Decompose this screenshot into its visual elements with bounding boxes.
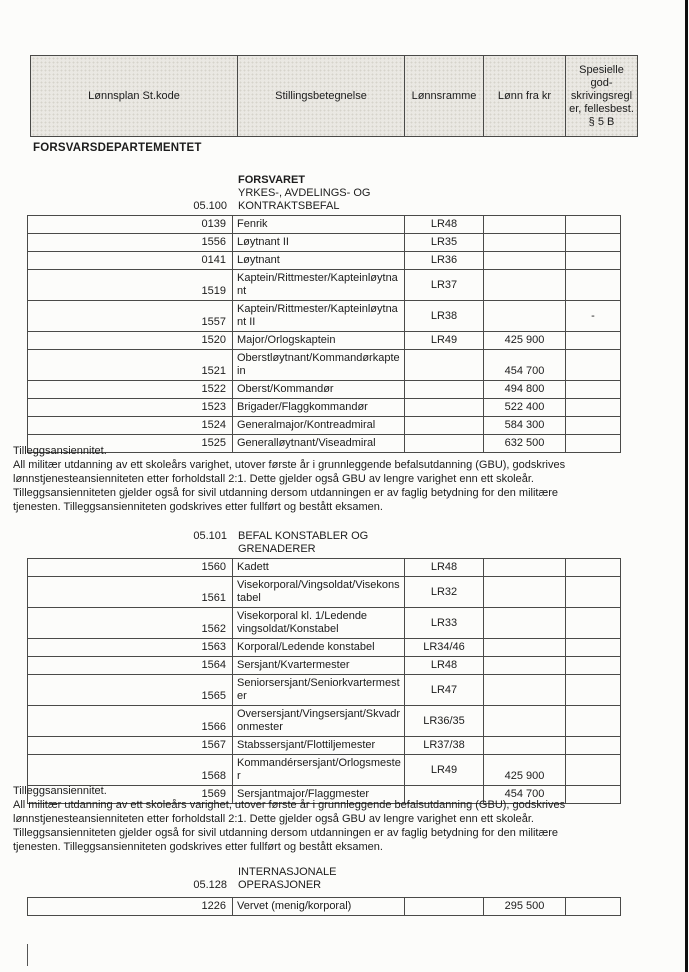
title-cell: Brigader/Flaggkommandør: [233, 399, 405, 417]
title-cell: Visekorporal kl. 1/Ledende vingsoldat/Konstabel: [233, 608, 405, 639]
table-row: [28, 639, 621, 657]
lr-cell: LR35: [405, 234, 484, 252]
title-cell: Kaptein/Rittmester/Kapteinløytnant II: [233, 301, 405, 332]
footnote-title: Tilleggsansiennitet.: [13, 785, 107, 797]
code-cell: 1568: [28, 755, 233, 786]
code-cell: 1563: [28, 639, 233, 657]
section-heading: [0, 174, 689, 213]
code-cell: 1567: [28, 737, 233, 755]
section-title-line: GRENADERER: [238, 543, 316, 555]
header-cell-spesielle-regler: Spesielle god- skrivingsregler, fellesbest. § 5 B: [566, 56, 638, 137]
code-cell: 1520: [28, 332, 233, 350]
note-cell: [566, 755, 621, 786]
salary-cell: [484, 737, 566, 755]
salary-table: [27, 558, 621, 804]
note-cell: [566, 350, 621, 381]
column-header-table: [30, 55, 638, 137]
table-row: [28, 234, 621, 252]
title-cell: Løytnant: [233, 252, 405, 270]
section-plan-code: 05.100: [193, 200, 227, 212]
title-cell: Korporal/Ledende konstabel: [233, 639, 405, 657]
title-cell: Kaptein/Rittmester/Kapteinløytnant: [233, 270, 405, 301]
ansiennitet-footnote: [13, 444, 673, 514]
title-cell: Oversersjant/Vingsersjant/Skvadronmester: [233, 706, 405, 737]
section-title-line: INTERNASJONALE: [238, 866, 337, 878]
note-cell: [566, 639, 621, 657]
note-cell: [566, 608, 621, 639]
lr-cell: LR36: [405, 252, 484, 270]
title-cell: Major/Orlogskaptein: [233, 332, 405, 350]
code-cell: 1523: [28, 399, 233, 417]
lr-cell: [405, 350, 484, 381]
header-cell-lonnsramme: Lønnsramme: [405, 56, 484, 137]
footnote-line: All militær utdanning av ett skoleårs varighet, utover første år i grunnleggende befalsutdanning (GBU), godskrives: [13, 799, 566, 811]
salary-cell: [484, 577, 566, 608]
table-row: [28, 675, 621, 706]
title-cell: Generalløytnant/Viseadmiral: [233, 435, 405, 453]
footnote-line: Tilleggsansienniteten gjelder også for sivil utdanning dersom utdanningen er av faglig betydning for den militære: [13, 827, 559, 839]
code-cell: 1562: [28, 608, 233, 639]
table-row: [28, 559, 621, 577]
note-cell: [566, 898, 621, 916]
lr-cell: LR48: [405, 657, 484, 675]
note-cell: [566, 657, 621, 675]
code-cell: 1522: [28, 381, 233, 399]
lr-cell: [405, 898, 484, 916]
header-cell-lonn-fra-kr: Lønn fra kr: [484, 56, 566, 137]
header-cell-stillingsbetegnelse: Stillingsbetegnelse: [238, 56, 405, 137]
lr-cell: LR36/35: [405, 706, 484, 737]
title-cell: Kadett: [233, 559, 405, 577]
salary-cell: 454 700: [484, 350, 566, 381]
header-cell-lonnsplan-stkode: Lønnsplan St.kode: [31, 56, 238, 137]
code-cell: 0141: [28, 252, 233, 270]
table-row: [28, 399, 621, 417]
note-cell: -: [566, 301, 621, 332]
note-cell: [566, 270, 621, 301]
note-cell: [566, 417, 621, 435]
code-cell: 1521: [28, 350, 233, 381]
code-cell: 1519: [28, 270, 233, 301]
table-row: [28, 332, 621, 350]
lr-cell: [405, 381, 484, 399]
salary-table: [27, 897, 621, 916]
agency-title: FORSVARET: [238, 174, 306, 186]
salary-cell: 425 900: [484, 332, 566, 350]
salary-cell: 494 800: [484, 381, 566, 399]
lr-cell: LR47: [405, 675, 484, 706]
salary-cell: [484, 639, 566, 657]
note-cell: [566, 252, 621, 270]
salary-cell: [484, 234, 566, 252]
footnote-line: Tilleggsansienniteten gjelder også for sivil utdanning dersom utdanningen er av faglig betydning for den militære: [13, 487, 559, 499]
note-cell: [566, 332, 621, 350]
lr-cell: LR37/38: [405, 737, 484, 755]
lr-cell: LR32: [405, 577, 484, 608]
code-cell: 1566: [28, 706, 233, 737]
section-title-line: YRKES-, AVDELINGS- OG: [238, 187, 371, 199]
lr-cell: LR38: [405, 301, 484, 332]
department-title: FORSVARSDEPARTEMENTET: [33, 142, 202, 154]
title-cell: Løytnant II: [233, 234, 405, 252]
table-row: [28, 350, 621, 381]
salary-cell: [484, 706, 566, 737]
section-plan-code: 05.101: [193, 530, 227, 542]
salary-cell: 522 400: [484, 399, 566, 417]
salary-cell: [484, 270, 566, 301]
salary-cell: 632 500: [484, 435, 566, 453]
lr-cell: LR48: [405, 216, 484, 234]
table-row: [28, 706, 621, 737]
salary-cell: [484, 559, 566, 577]
code-cell: 1524: [28, 417, 233, 435]
code-cell: 1226: [28, 898, 233, 916]
lr-cell: LR34/46: [405, 639, 484, 657]
title-cell: Generalmajor/Kontreadmiral: [233, 417, 405, 435]
lr-cell: LR49: [405, 332, 484, 350]
lr-cell: LR49: [405, 755, 484, 786]
title-cell: Seniorsersjant/Seniorkvartermester: [233, 675, 405, 706]
title-cell: Stabssersjant/Flottiljemester: [233, 737, 405, 755]
salary-table: [27, 215, 621, 453]
section-title-line: KONTRAKTSBEFAL: [238, 200, 340, 212]
salary-cell: 295 500: [484, 898, 566, 916]
next-table-border-stub: [27, 944, 28, 966]
table-row: [28, 898, 621, 916]
section-heading: [0, 866, 689, 892]
code-cell: 0139: [28, 216, 233, 234]
section-title-line: OPERASJONER: [238, 879, 322, 891]
code-cell: 1525: [28, 435, 233, 453]
footnote-line: tjenesten. Tilleggsansienniteten godskrives etter fullført og bestått eksamen.: [13, 501, 383, 513]
code-cell: 1560: [28, 559, 233, 577]
note-cell: [566, 234, 621, 252]
salary-cell: [484, 657, 566, 675]
note-cell: [566, 737, 621, 755]
title-cell: Visekorporal/Vingsoldat/Visekonstabel: [233, 577, 405, 608]
title-cell: Fenrik: [233, 216, 405, 234]
title-cell: Sersjant/Kvartermester: [233, 657, 405, 675]
title-cell: Oberst/Kommandør: [233, 381, 405, 399]
footnote-line: All militær utdanning av ett skoleårs varighet, utover første år i grunnleggende befalsutdanning (GBU), godskrives: [13, 459, 566, 471]
salary-cell: [484, 301, 566, 332]
code-cell: 1557: [28, 301, 233, 332]
table-row: [28, 737, 621, 755]
table-row: [28, 252, 621, 270]
code-cell: 1569: [28, 786, 233, 804]
table-row: [28, 608, 621, 639]
section-title-line: BEFAL KONSTABLER OG: [238, 530, 369, 542]
footnote-line: lønnstjenesteansienniteten etter forholdstall 2:1. Dette gjelder også GBU av lengre varighet enn ett skoleår.: [13, 473, 534, 485]
table-row: [28, 216, 621, 234]
note-cell: [566, 577, 621, 608]
footnote-line: lønnstjenesteansienniteten etter forholdstall 2:1. Dette gjelder også GBU av lengre varighet enn ett skoleår.: [13, 813, 534, 825]
lr-cell: LR48: [405, 559, 484, 577]
table-row: [28, 417, 621, 435]
title-cell: Sersjantmajor/Flaggmester: [233, 786, 405, 804]
salary-cell: 454 700: [484, 786, 566, 804]
footnote-line: tjenesten. Tilleggsansienniteten godskrives etter fullført og bestått eksamen.: [13, 841, 383, 853]
ansiennitet-footnote: [13, 784, 673, 854]
table-row: [28, 381, 621, 399]
table-row: [28, 657, 621, 675]
note-cell: [566, 706, 621, 737]
lr-cell: [405, 417, 484, 435]
section-heading: [0, 530, 689, 556]
code-cell: 1556: [28, 234, 233, 252]
note-cell: [566, 675, 621, 706]
salary-cell: 425 900: [484, 755, 566, 786]
note-cell: [566, 216, 621, 234]
title-cell: Kommandérsersjant/Orlogsmester: [233, 755, 405, 786]
lr-cell: [405, 399, 484, 417]
table-row: [28, 577, 621, 608]
footnote-title: Tilleggsansiennitet.: [13, 445, 107, 457]
scan-page-edge-line: [685, 0, 688, 972]
salary-cell: [484, 216, 566, 234]
lr-cell: LR37: [405, 270, 484, 301]
salary-cell: [484, 608, 566, 639]
code-cell: 1565: [28, 675, 233, 706]
salary-cell: [484, 252, 566, 270]
section-plan-code: 05.128: [193, 879, 227, 891]
note-cell: [566, 381, 621, 399]
salary-cell: [484, 675, 566, 706]
code-cell: 1564: [28, 657, 233, 675]
code-cell: 1561: [28, 577, 233, 608]
title-cell: Vervet (menig/korporal): [233, 898, 405, 916]
note-cell: [566, 399, 621, 417]
table-row: [28, 755, 621, 786]
table-row: [28, 301, 621, 332]
title-cell: Oberstløytnant/Kommandørkaptein: [233, 350, 405, 381]
note-cell: [566, 559, 621, 577]
table-row: [28, 270, 621, 301]
lr-cell: LR33: [405, 608, 484, 639]
salary-cell: 584 300: [484, 417, 566, 435]
